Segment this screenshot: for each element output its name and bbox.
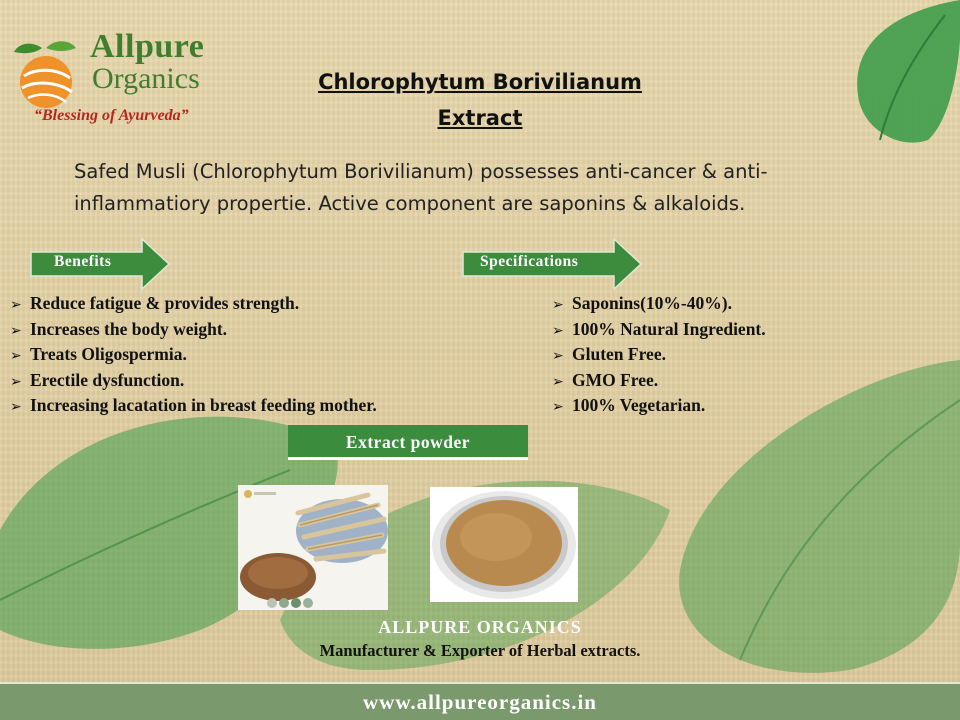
list-item [552,369,766,395]
arrow-bullet-icon: ➢ [10,399,22,415]
benefits-list [10,292,377,420]
brand-tagline: “Blessing of Ayurveda” [34,107,189,124]
arrow-bullet-icon: ➢ [552,348,564,364]
website-footer[interactable]: www.allpureorganics.in [0,682,960,720]
arrow-bullet-icon: ➢ [10,373,22,390]
intro-line2: inflammatiory propertie. Active component are saponins & alkaloids. [74,192,746,215]
arrow-bullet-icon: ➢ [552,373,564,390]
benefit-text: Increases the body weight. [30,318,228,339]
benefit-text: Reduce fatigue & provides strength. [30,293,300,313]
spec-text: GMO Free. [572,369,659,390]
logo-word-organics: Organics [92,62,200,95]
list-item [552,394,766,420]
intro-paragraph [74,156,874,220]
specifications-list [552,292,766,420]
benefit-text: Treats Oligospermia. [30,344,187,364]
company-description: Manufacturer & Exporter of Herbal extracts. [319,641,641,660]
orange-fruit-icon [12,38,80,110]
page-title-line2: Extract [437,106,523,130]
roots-and-powder-photo [238,485,388,610]
spec-text: Gluten Free. [572,344,666,364]
page-title-line1: Chlorophytum Borivilianum [318,70,642,94]
list-item [552,343,766,369]
powder-bowl-photo [430,487,578,602]
arrow-bullet-icon: ➢ [10,322,22,339]
arrow-bullet-icon: ➢ [552,399,564,415]
benefits-arrow-label [30,238,170,290]
benefit-text: Increasing lacatation in breast feeding mother. [30,395,377,415]
list-item [10,369,377,395]
powder-in-bowl-image-icon [430,487,578,602]
dried-roots-and-powder-image-icon [238,485,388,610]
arrow-bullet-icon: ➢ [10,297,22,313]
intro-line1: Safed Musli (Chlorophytum Borivilianum) possesses anti-cancer & anti- [74,160,768,183]
specifications-heading: Specifications [480,253,579,270]
list-item [552,318,766,344]
specifications-arrow-label [462,238,642,290]
arrow-bullet-icon: ➢ [10,348,22,364]
leaf-top-right-icon [840,0,960,160]
arrow-bullet-icon: ➢ [552,297,564,313]
spec-text: 100% Natural Ingredient. [572,318,766,339]
list-item [10,292,377,318]
logo-word-allpure: Allpure [90,28,205,65]
arrow-bullet-icon: ➢ [552,322,564,339]
company-name: ALLPURE ORGANICS [378,617,582,637]
benefit-text: Erectile dysfunction. [30,369,185,390]
list-item [10,318,377,344]
list-item [10,394,377,420]
extract-powder-label: Extract powder [288,425,528,460]
list-item [10,343,377,369]
list-item [552,292,766,318]
spec-text: Saponins(10%-40%). [572,293,732,313]
benefits-heading: Benefits [54,253,112,270]
spec-text: 100% Vegetarian. [572,395,706,415]
